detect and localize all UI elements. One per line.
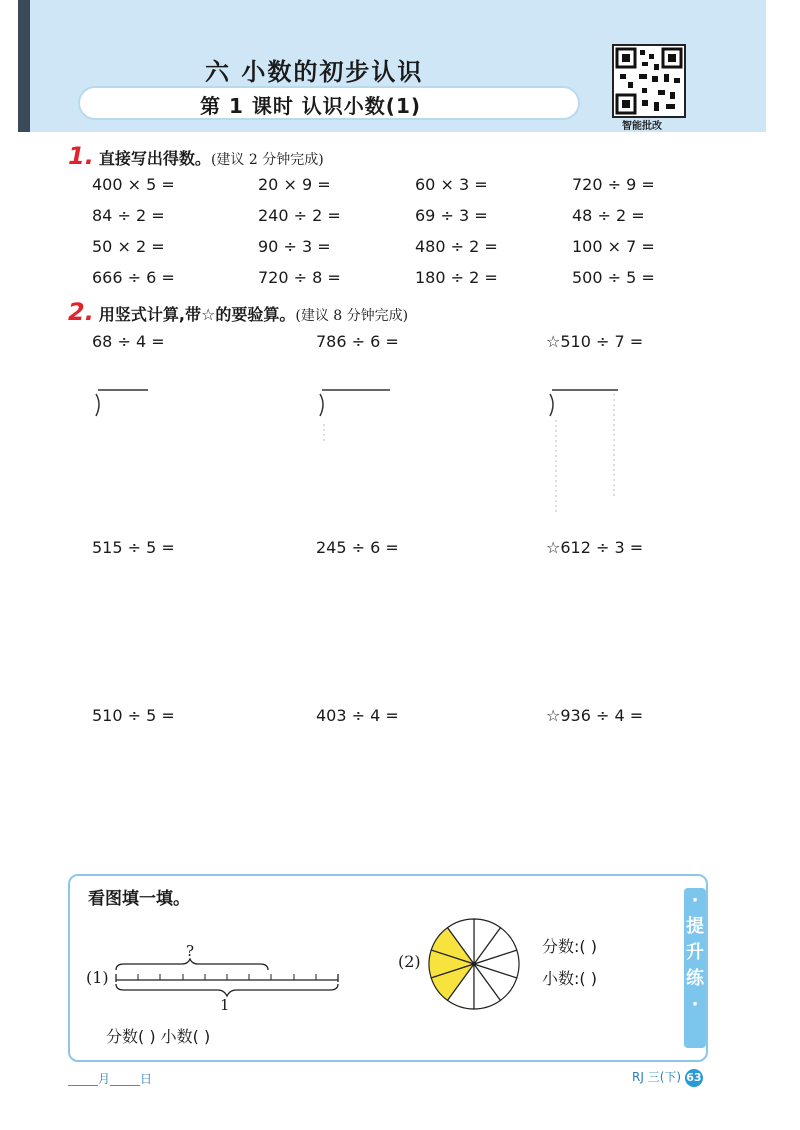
practice-tab-char: 升 (686, 942, 704, 963)
q1-title: 直接写出得数。 (98, 149, 211, 168)
q1-item: 720 ÷ 9 = (572, 175, 655, 194)
q1-item: 400 × 5 = (92, 175, 175, 194)
q2-item: 68 ÷ 4 = (92, 332, 165, 351)
fraction-answer[interactable]: 分数:( ) (542, 937, 597, 956)
q1-heading (68, 142, 324, 170)
lesson-title: 第 1 课时 认识小数(1) (200, 94, 422, 118)
q2-title: 用竖式计算,带☆的要验算。 (98, 305, 296, 324)
page-number: 63 (685, 1069, 703, 1087)
division-bracket-2 (314, 386, 394, 446)
q1-item: 500 ÷ 5 = (572, 268, 655, 287)
q1-item: 480 ÷ 2 = (415, 237, 498, 256)
q2-number: 2. (68, 298, 94, 326)
q1-item: 69 ÷ 3 = (415, 206, 488, 225)
q2-item: 510 ÷ 5 = (92, 706, 175, 725)
qr-code-icon[interactable] (612, 44, 686, 118)
q1-item: 48 ÷ 2 = (572, 206, 645, 225)
q2-item: 515 ÷ 5 = (92, 538, 175, 557)
q2-item: 403 ÷ 4 = (316, 706, 399, 725)
division-bracket-1 (90, 386, 160, 426)
fraction-circle (426, 916, 522, 1012)
practice-tab-char: 提 (686, 916, 704, 937)
q1-item: 100 × 7 = (572, 237, 655, 256)
practice-tab-char: · (691, 890, 699, 911)
division-bracket-3 (544, 386, 624, 516)
part1-label: (1) (86, 968, 109, 987)
page-footer (632, 1068, 703, 1087)
q1-item: 90 ÷ 3 = (258, 237, 331, 256)
q1-number: 1. (68, 142, 94, 170)
qr-label: 智能批改 (622, 121, 662, 132)
q1-item: 50 × 2 = (92, 237, 165, 256)
number-line (112, 958, 344, 1000)
q2-item: ☆510 ÷ 7 = (546, 332, 644, 351)
part1-question-mark: ? (186, 942, 195, 960)
q1-item: 20 × 9 = (258, 175, 331, 194)
decimal-answer[interactable]: 小数:( ) (542, 969, 597, 988)
practice-tab (684, 888, 706, 1048)
q1-item: 240 ÷ 2 = (258, 206, 341, 225)
q1-item: 666 ÷ 6 = (92, 268, 175, 287)
q1-item: 720 ÷ 8 = (258, 268, 341, 287)
q1-hint: (建议 2 分钟完成) (210, 152, 324, 168)
q2-heading (68, 298, 408, 326)
part1-answer-fill[interactable]: 分数( ) 小数( ) (106, 1027, 211, 1046)
q1-item: 84 ÷ 2 = (92, 206, 165, 225)
q2-item: 245 ÷ 6 = (316, 538, 399, 557)
practice-title: 看图填一填。 (88, 889, 190, 909)
q1-item: 60 × 3 = (415, 175, 488, 194)
q2-item: ☆936 ÷ 4 = (546, 706, 644, 725)
q2-item: ☆612 ÷ 3 = (546, 538, 644, 557)
edition-label: RJ 三(下) (632, 1070, 682, 1084)
q2-hint: (建议 8 分钟完成) (295, 308, 409, 324)
q1-item: 180 ÷ 2 = (415, 268, 498, 287)
q2-item: 786 ÷ 6 = (316, 332, 399, 351)
practice-tab-char: · (691, 994, 699, 1015)
date-field[interactable]: _____月_____日 (68, 1072, 153, 1086)
part2-label: (2) (398, 952, 421, 971)
chapter-title: 六 小数的初步认识 (205, 58, 424, 86)
part1-one-label: 1 (220, 996, 230, 1014)
practice-tab-char: 练 (686, 968, 704, 989)
